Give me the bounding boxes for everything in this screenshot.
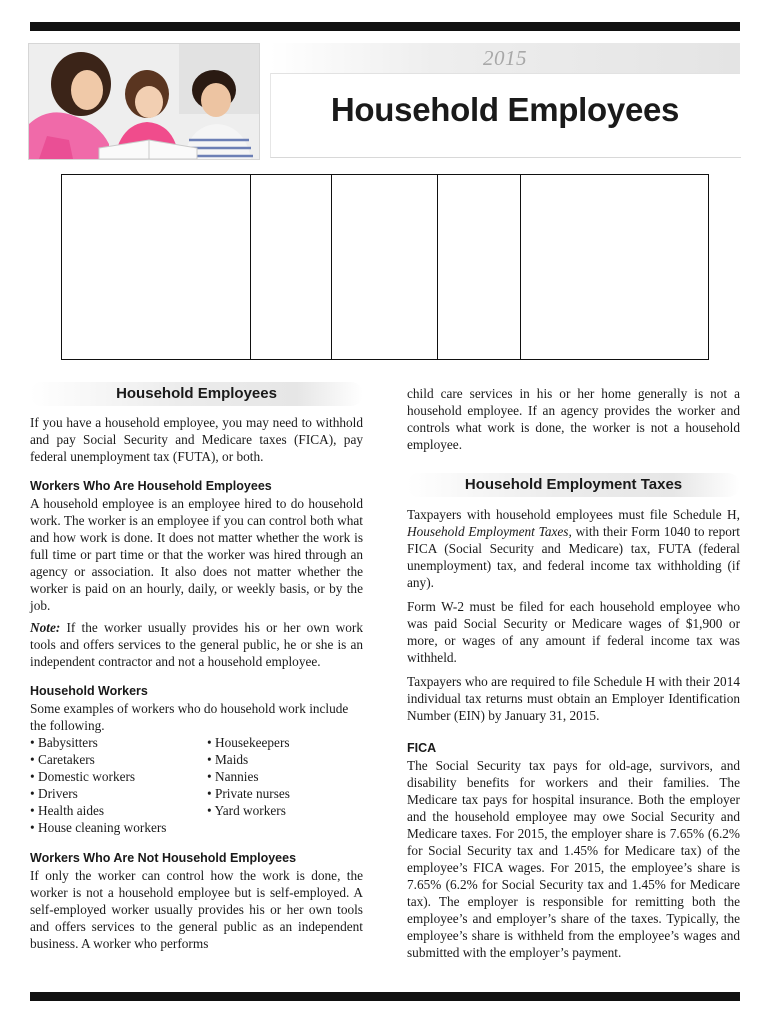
who-are-paragraph: A household employee is an employee hired to do household work. The worker is an employee if you can control both what and how work is done. It does not matter whether the work is full time or part time or that the worker was hired through an agency or association. It also does not matter whether the worker is paid on an hourly, daily, or weekly basis, or by the job.: [30, 496, 363, 613]
note-text: If the worker usually provides his or her own work tools and offers services to the general public, he or she is an independent contractor and not a household employee.: [30, 620, 363, 669]
p1-before: Taxpayers with household employees must file Schedule H,: [407, 507, 740, 522]
blank-table: [61, 174, 709, 360]
list-item: • Domestic workers: [30, 769, 136, 784]
list-item: • Maids: [207, 752, 249, 767]
schedule-h-paragraph: [407, 506, 740, 591]
list-item: • Babysitters: [30, 735, 98, 750]
top-rule: [30, 22, 740, 31]
section-heading-employment-taxes: Household Employment Taxes: [407, 473, 740, 497]
list-item: • Drivers: [30, 786, 78, 801]
family-photo: [28, 43, 260, 160]
table-divider: [250, 175, 251, 359]
w2-paragraph: Form W-2 must be filed for each household employee who was paid Social Security or Medicare wages of $1,900 or more, or wages of any amount if federal income tax was withheld.: [407, 599, 740, 665]
table-divider: [520, 175, 521, 359]
note-label: Note:: [30, 620, 61, 635]
continued-paragraph: child care services in his or her home generally is not a household employee. If an agency provides the worker and controls what work is done, the worker is not a household employee.: [407, 386, 740, 452]
list-item: • Private nurses: [207, 786, 290, 801]
table-divider: [437, 175, 438, 359]
ein-paragraph: Taxpayers who are required to file Schedule H with their 2014 individual tax returns must obtain an Employer Identification Number (EIN) by January 31, 2015.: [407, 674, 740, 723]
page-title: Household Employees: [330, 91, 680, 128]
not-household-paragraph: If only the worker can control how the work is done, the worker is not a household employee but is self-employed. A self-employed worker usually provides his or her own tools and offers services to the general public as an independent business. A worker who performs: [30, 868, 363, 951]
list-item: • House cleaning workers: [30, 820, 167, 835]
p1-after: with their Form 1040 to report FICA (Social Security and Medicare) tax, FUTA (federal unemployment) tax, and federal income tax withholding (if any).: [407, 524, 740, 590]
right-column: [407, 385, 740, 961]
left-column: [30, 382, 363, 952]
family-photo-illustration: [29, 44, 259, 159]
section-heading-household-employees: Household Employees: [30, 382, 363, 406]
not-household-heading: Workers Who Are Not Household Employees: [30, 851, 297, 865]
table-divider: [331, 175, 332, 359]
list-item: • Health aides: [30, 803, 105, 818]
list-item: • Caretakers: [30, 752, 95, 767]
schedule-h-title: Household Employment Taxes,: [407, 524, 572, 539]
worker-examples-list: [30, 734, 363, 836]
fica-heading: FICA: [407, 741, 437, 755]
year-label: 2015: [483, 46, 527, 70]
household-workers-heading: Household Workers: [30, 684, 148, 698]
bottom-rule: [30, 992, 740, 1001]
fica-paragraph: The Social Security tax pays for old-age, survivors, and disability benefits for workers and their families. The Medicare tax pays for hospital insurance. Both the employer and the household employee may owe Social Security and Medicare taxes. For 2015, the employer share is 7.65% (6.2% for Social Security tax and 1.45% for Medicare tax) of the employee’s FICA wages. For 2015, the employee’s share is 7.65% (6.2% for Social Security tax and 1.45% for Medicare tax). The employer is responsible for remitting both the employee’s and employer’s share of the taxes. Typically, the employee’s share is withheld from the employee’s wages and submitted with the employer’s payment.: [407, 758, 740, 960]
household-workers-intro: Some examples of workers who do household work include the following.: [30, 701, 349, 733]
intro-paragraph: If you have a household employee, you may need to withhold and pay Social Security and Medicare taxes (FICA), pay federal unemployment tax (FUTA), or both.: [30, 415, 363, 464]
who-are-heading: Workers Who Are Household Employees: [30, 479, 272, 493]
note-paragraph: [30, 619, 363, 670]
list-item: • Nannies: [207, 769, 259, 784]
list-item: • Yard workers: [207, 803, 286, 818]
list-item: • Housekeepers: [207, 735, 290, 750]
